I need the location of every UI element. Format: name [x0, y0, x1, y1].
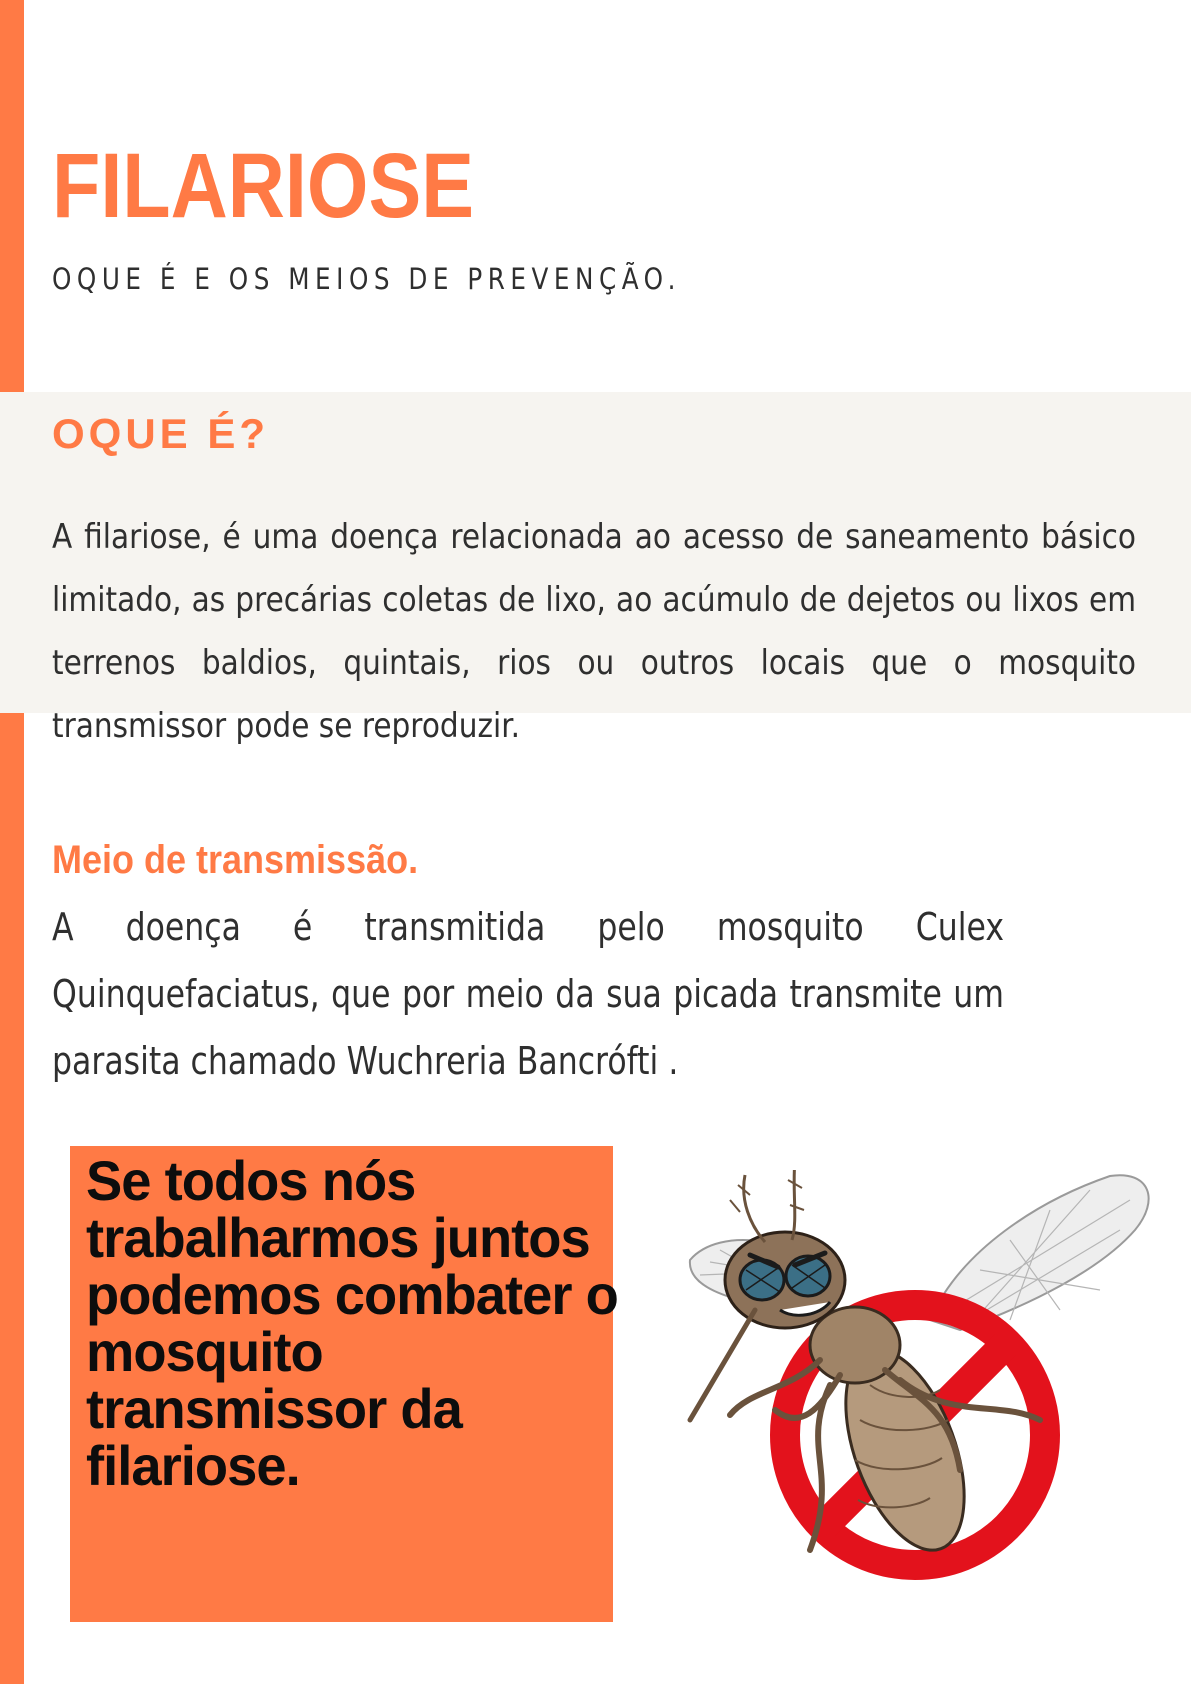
accent-bar-top — [0, 0, 24, 392]
no-mosquito-icon — [680, 1170, 1160, 1590]
no-mosquito-illustration — [680, 1170, 1160, 1590]
accent-bar-bottom — [0, 713, 24, 1684]
transmission-text: A doença é transmitida pelo mosquito Culex Quinquefaciatus, que por meio da sua picada transmite um parasita chamado Wuchreria Bancrófti . — [52, 905, 1005, 1083]
transmission-heading: Meio de transmissão. — [52, 838, 419, 882]
page-title: FILARIOSE — [52, 135, 474, 237]
what-is-paragraph — [52, 506, 1136, 758]
transmission-paragraph — [52, 894, 1004, 1095]
page-subtitle: OQUE É E OS MEIOS DE PREVENÇÃO. — [52, 262, 681, 296]
callout-box — [70, 1146, 618, 1622]
mosquito-head — [690, 1170, 845, 1420]
what-is-text: A filariose, é uma doença relacionada ao acesso de saneamento básico limitado, as precárias coletas de lixo, ao acúmulo de dejetos ou lixos em terrenos baldios, quintais, rios ou outros locais que o mosquito transmissor pode se reproduzir. — [52, 517, 1137, 746]
what-is-heading: OQUE É? — [52, 410, 270, 457]
callout-text: Se todos nós trabalharmos juntos podemos combater o mosquito transmissor da filariose. — [86, 1149, 618, 1497]
